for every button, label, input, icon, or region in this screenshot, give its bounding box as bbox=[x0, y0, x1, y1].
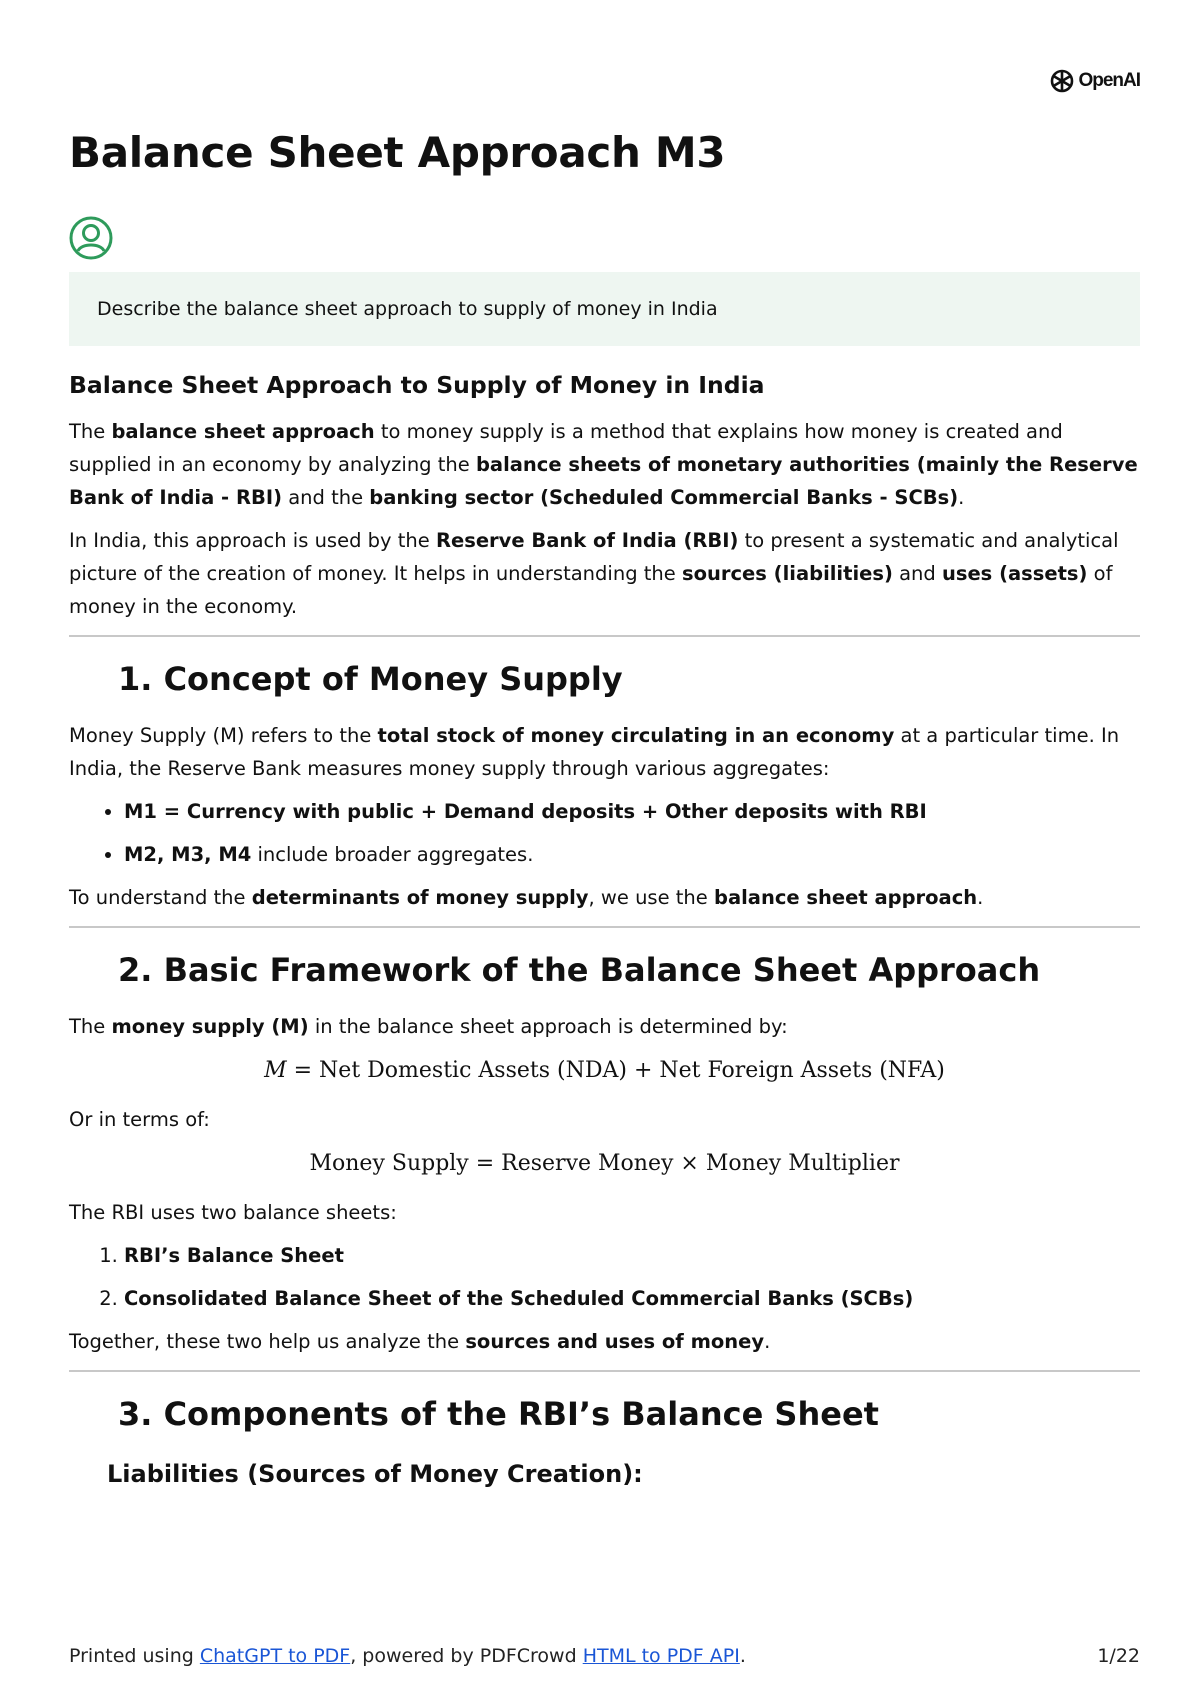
bold-text: RBI’s Balance Sheet bbox=[124, 1244, 344, 1267]
user-avatar-icon bbox=[68, 215, 114, 261]
text: in the balance sheet approach is determined by: bbox=[308, 1015, 788, 1038]
bold-text: banking sector (Scheduled Commercial Banks - SCBs) bbox=[369, 486, 959, 509]
bold-text: total stock of money circulating in an economy bbox=[377, 724, 895, 747]
balance-sheets-list bbox=[69, 1239, 1140, 1315]
text: . bbox=[739, 1645, 746, 1667]
openai-logo-text: OpenAI bbox=[1078, 70, 1140, 91]
section-2-paragraph-4 bbox=[69, 1325, 1140, 1358]
list-item bbox=[124, 838, 1140, 871]
divider bbox=[69, 635, 1140, 637]
section-1-paragraph-2 bbox=[69, 881, 1140, 914]
list-item bbox=[124, 1282, 1140, 1315]
text: to present a systematic and analytical picture of the creation of money. It helps in understanding the bbox=[69, 529, 1119, 585]
bold-text: uses (assets) bbox=[941, 562, 1088, 585]
text: The bbox=[69, 420, 112, 443]
bold-text: balance sheet approach bbox=[111, 420, 375, 443]
section-1-paragraph-1 bbox=[69, 719, 1140, 785]
openai-logo bbox=[1049, 68, 1140, 94]
text: of money in the economy. bbox=[69, 562, 1113, 618]
text: Together, these two help us analyze the bbox=[69, 1330, 466, 1353]
intro-paragraph-2 bbox=[69, 524, 1140, 623]
text: include broader aggregates. bbox=[251, 843, 534, 866]
text: and bbox=[892, 562, 942, 585]
text: To understand the bbox=[69, 886, 252, 909]
bold-text: money supply (M) bbox=[111, 1015, 309, 1038]
bold-text: sources (liabilities) bbox=[681, 562, 893, 585]
bold-text: Consolidated Balance Sheet of the Scheduled Commercial Banks (SCBs) bbox=[124, 1287, 914, 1310]
text: , powered by PDFCrowd bbox=[350, 1645, 583, 1667]
page-title: Balance Sheet Approach M3 bbox=[69, 128, 726, 177]
bold-text: balance sheets of monetary authorities (mainly the Reserve Bank of India - RBI) bbox=[69, 453, 1138, 509]
text: at a particular time. In India, the Reserve Bank measures money supply through various aggregates: bbox=[69, 724, 1120, 780]
print-footer bbox=[69, 1645, 1140, 1667]
bold-text: balance sheet approach bbox=[714, 886, 978, 909]
list-item bbox=[124, 795, 1140, 828]
bold-text: determinants of money supply bbox=[251, 886, 589, 909]
answer-heading: Balance Sheet Approach to Supply of Money in India bbox=[69, 371, 765, 399]
list-item bbox=[124, 1239, 1140, 1272]
text: . bbox=[958, 486, 965, 509]
divider bbox=[69, 1370, 1140, 1372]
section-2-paragraph-2: Or in terms of: bbox=[69, 1108, 210, 1131]
answer-content bbox=[69, 365, 1140, 1494]
html-to-pdf-api-link[interactable]: HTML to PDF API bbox=[582, 1645, 740, 1667]
section-2-heading: 2. Basic Framework of the Balance Sheet Approach bbox=[118, 951, 1041, 989]
text: Printed using bbox=[69, 1645, 200, 1667]
text: . bbox=[977, 886, 984, 909]
chatgpt-to-pdf-link[interactable]: ChatGPT to PDF bbox=[199, 1645, 351, 1667]
bold-text: sources and uses of money bbox=[465, 1330, 765, 1353]
formula-text: = Net Domestic Assets (NDA) + Net Foreign Assets (NFA) bbox=[286, 1058, 945, 1083]
formula-money-multiplier: Money Supply = Reserve Money × Money Multiplier bbox=[309, 1151, 900, 1176]
text: to money supply is a method that explains how money is created and supplied in an economy by analyzing the bbox=[69, 420, 1063, 476]
user-prompt-box bbox=[69, 272, 1140, 346]
text: . bbox=[764, 1330, 771, 1353]
section-2-paragraph-3: The RBI uses two balance sheets: bbox=[69, 1201, 397, 1224]
page-number: 1/22 bbox=[1097, 1645, 1140, 1667]
user-prompt-text: Describe the balance sheet approach to supply of money in India bbox=[97, 298, 718, 320]
bold-text: M1 = Currency with public + Demand deposits + Other deposits with RBI bbox=[124, 800, 927, 823]
text: In India, this approach is used by the bbox=[69, 529, 436, 552]
formula-money-supply-nda-nfa bbox=[69, 1053, 1140, 1089]
text: , we use the bbox=[588, 886, 714, 909]
section-2-paragraph-1 bbox=[69, 1010, 1140, 1043]
text: Money Supply (M) refers to the bbox=[69, 724, 378, 747]
section-3-heading: 3. Components of the RBI’s Balance Sheet bbox=[118, 1395, 879, 1433]
section-1-heading: 1. Concept of Money Supply bbox=[118, 660, 623, 698]
footer-credit bbox=[69, 1645, 746, 1667]
openai-logo-icon bbox=[1049, 68, 1075, 94]
intro-paragraph-1 bbox=[69, 415, 1140, 514]
text: and the bbox=[282, 486, 370, 509]
formula-variable: M bbox=[264, 1058, 287, 1083]
section-3-subheading: Liabilities (Sources of Money Creation): bbox=[107, 1460, 643, 1488]
bold-text: Reserve Bank of India (RBI) bbox=[435, 529, 739, 552]
divider bbox=[69, 926, 1140, 928]
money-aggregates-list bbox=[69, 795, 1140, 871]
text: The bbox=[69, 1015, 112, 1038]
bold-text: M2, M3, M4 bbox=[124, 843, 252, 866]
